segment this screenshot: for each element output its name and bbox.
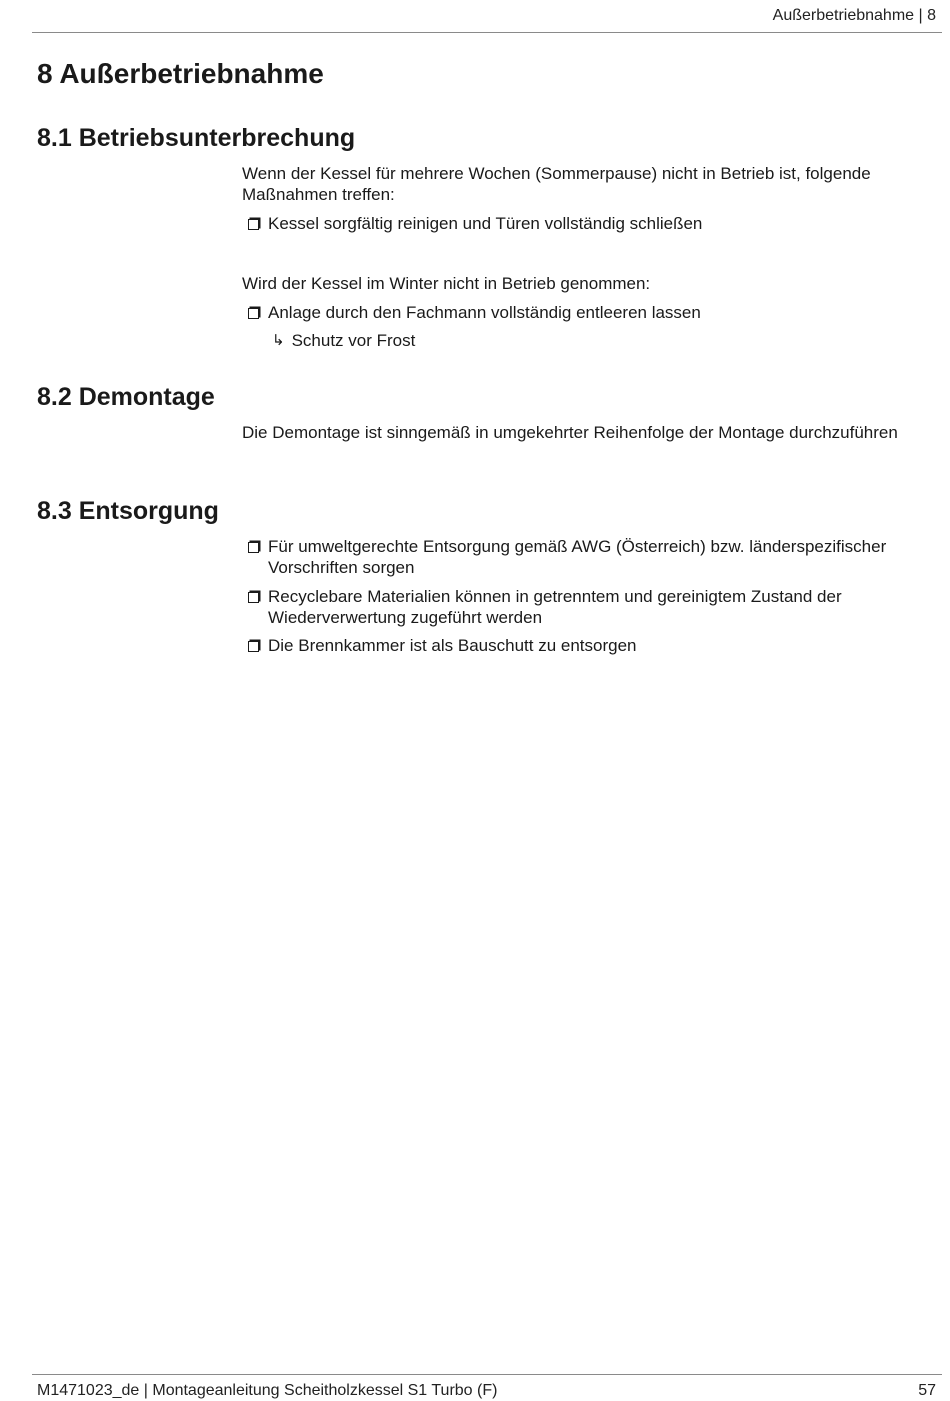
action-item-text: Die Brennkammer ist als Bauschutt zu entsorgen [268,636,637,655]
action-item [248,302,938,323]
action-item-text: Kessel sorgfältig reinigen und Türen vollständig schließen [268,214,703,233]
demontage-text: Die Demontage ist sinngemäß in umgekehrter Reihenfolge der Montage durchzuführen [242,423,898,442]
chapter-title: 8 Außerbetriebnahme [37,58,324,89]
checkbox-bullet-icon [248,592,259,603]
arrow-result-icon: ↳ [272,332,285,349]
action-item [248,635,938,656]
action-item [248,213,938,234]
section-intro-text: Wenn der Kessel für mehrere Wochen (Sommerpause) nicht in Betrieb ist, folgende Maßnahmen treffen: [242,164,871,204]
footer-document-title: M1471023_de | Montageanleitung Scheitholzkessel S1 Turbo (F) [37,1382,498,1399]
checkbox-bullet-icon [248,542,259,553]
result-item [272,330,415,351]
checkbox-bullet-icon [248,641,259,652]
checkbox-bullet-icon [248,219,259,230]
action-item-text: Anlage durch den Fachmann vollständig entleeren lassen [268,303,701,322]
action-item-text: Recyclebare Materialien können in getrenntem und gereinigtem Zustand der Wiederverwertung zugeführt werden [268,587,842,627]
section-title-betriebsunterbrechung: 8.1 Betriebsunterbrechung [37,124,356,152]
footer-divider [32,1374,942,1375]
winter-intro-text: Wird der Kessel im Winter nicht in Betrieb genommen: [242,274,651,293]
result-item-text: Schutz vor Frost [291,331,416,350]
page-number: 57 [918,1382,936,1399]
action-item [248,536,938,578]
header-divider [32,32,942,33]
section-title-demontage: 8.2 Demontage [37,383,215,411]
action-item [248,586,938,628]
running-header: Außerbetriebnahme | 8 [772,7,936,24]
checkbox-bullet-icon [248,308,259,319]
section-title-entsorgung: 8.3 Entsorgung [37,497,219,525]
action-item-text: Für umweltgerechte Entsorgung gemäß AWG (Österreich) bzw. länderspezifischer Vorschriften sorgen [268,537,887,577]
